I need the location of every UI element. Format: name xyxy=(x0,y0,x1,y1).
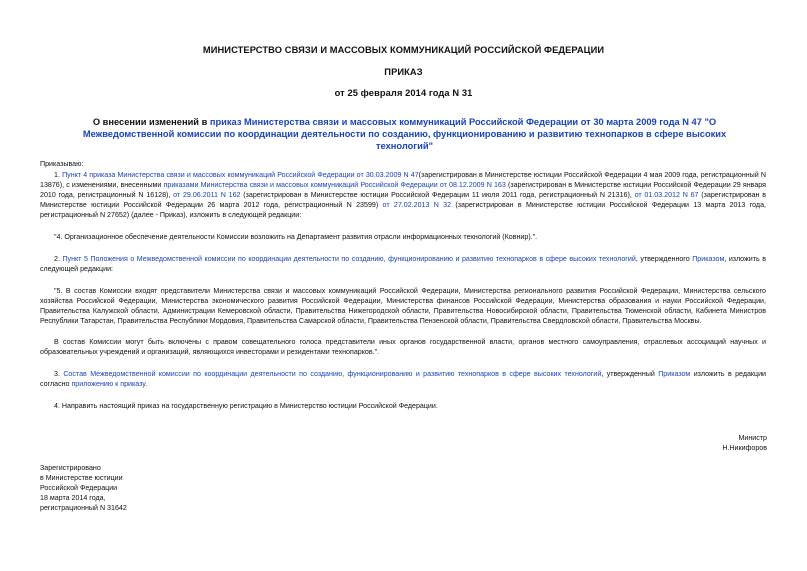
p1-link-order-163[interactable]: приказами Министерства связи и массовых коммуникаций Российской Федерации от 08.12.2009 N 163 xyxy=(163,181,506,189)
registration-line: Зарегистрировано xyxy=(40,464,101,472)
p2-number: 2. xyxy=(54,255,63,263)
paragraph-2 xyxy=(40,254,766,274)
p2-text-1: , утвержденного xyxy=(635,255,693,263)
quote-item-5b: В состав Комиссии могут быть включены с правом совещательного голоса представители иных органов государственной власти, органов местного самоуправления, отраслевых ассоциаций научных и образовательных учреждений и организаций, являющихся инвесторами и резидентами технопарков.". xyxy=(40,338,766,356)
p1-text-5: (зарегистрирован в Министерстве юстиции Российской Федерации 13 марта 2013 года, регистрационный N 27652) (далее - Приказ), изложить в следующей редакции: xyxy=(40,201,766,219)
ministry-heading: МИНИСТЕРСТВО СВЯЗИ И МАССОВЫХ КОММУНИКАЦИЙ РОССИЙСКОЙ ФЕДЕРАЦИИ xyxy=(202,45,605,55)
intro-text: Приказываю: xyxy=(40,160,84,168)
registration-block xyxy=(40,463,127,513)
registration-line: регистрационный N 31642 xyxy=(40,504,127,512)
p1-link-order-162[interactable]: от 29.06.2011 N 162 xyxy=(173,191,241,199)
p2-link-order[interactable]: Приказом xyxy=(692,255,725,263)
registration-line: в Министерстве юстиции xyxy=(40,474,123,482)
p1-text-3: (зарегистрирован в Министерстве юстиции Российской Федерации 11 июля 2011 года, регистрационный N 21316), xyxy=(240,191,635,199)
p3-number: 3. xyxy=(54,370,64,378)
paragraph-4: 4. Направить настоящий приказ на государственную регистрацию в Министерство юстиции Российской Федерации. xyxy=(54,402,438,410)
title-prefix: О внесении изменений в xyxy=(92,117,210,127)
p3-link-composition[interactable]: Состав Межведомственной комиссии по координации деятельности по созданию, функционированию и развитию технопарков в сфере высоких технологий xyxy=(63,370,602,378)
paragraph-1 xyxy=(40,170,766,220)
p3-link-order[interactable]: Приказом xyxy=(658,370,691,378)
registration-line: 18 марта 2014 года, xyxy=(40,494,106,502)
p2-link-regulation[interactable]: Пункт 5 Положения о Межведомственной комиссии по координации деятельности по созданию, функционированию и развитию технопарков в сфере высоких технологий xyxy=(62,255,636,263)
p1-text-1: (зарегистрирован в Министерстве юстиции Российской Федерации 4 мая 2009 года, регистрационный N 13876), с изменениями, внесенными xyxy=(40,171,766,189)
p3-text-1: , утвержденный xyxy=(601,370,659,378)
signature-block xyxy=(722,433,767,453)
title-order-link[interactable]: приказ Министерства связи и массовых коммуникаций Российской Федерации от 30 марта 2009 года N 47 "О Межведомственной комиссии по координации деятельности по созданию, функционированию и развитию технопарков в сфере высоких технологий" xyxy=(82,117,727,151)
p1-text-4: (зарегистрирован в Министерстве юстиции Российской Федерации 26 марта 2012 года, регистрационный N 23599) xyxy=(40,191,766,209)
p2-text-2: , изложить в следующей редакции: xyxy=(40,255,766,273)
p1-text-2: (зарегистрирован в Министерстве юстиции Российской Федерации 29 января 2010 года, регистрационный N 16128), xyxy=(40,181,766,199)
p3-link-appendix[interactable]: приложению к приказу xyxy=(71,380,146,388)
p3-text-2: изложить в редакции согласно xyxy=(40,370,767,388)
quote-item-5a: "5. В состав Комиссии входят представители Министерства связи и массовых коммуникаций Российской Федерации, Министерства регионального развития Российской Федерации, Министерства сельского хозяйства Российской Федерации, Министерства экономического развития Российской Федерации, Министерства финансов Российской Федерации, Министерства образования и науки Российской Федерации, Правительства Калужской области, Администрации Кемеровской области, Правительства Нижегородской области, Правительства Новосибирской области, Правительства Тюменской области, Кабинета Министров Республики Татарстан, Правительства Республики Мордовия, Правительства Самарской области, Правительства Пензенской области, Правительства Свердловской области, Правительства Москвы. xyxy=(40,287,766,325)
p1-link-order-32[interactable]: от 27.02.2013 N 32 xyxy=(382,201,452,209)
p1-link-order-47[interactable]: Пункт 4 приказа Министерства связи и массовых коммуникаций Российской Федерации от 30.03.2009 N 47 xyxy=(62,171,419,179)
doc-type-heading: ПРИКАЗ xyxy=(384,67,423,77)
doc-date-heading: от 25 февраля 2014 года N 31 xyxy=(334,88,473,98)
document-body xyxy=(40,159,766,411)
p1-number: 1. xyxy=(54,171,63,179)
signature-name: Н.Никифоров xyxy=(722,444,767,452)
paragraph-3 xyxy=(40,369,766,389)
document-title xyxy=(60,116,749,152)
p1-link-order-67[interactable]: от 01.03.2012 N 67 xyxy=(634,191,699,199)
signature-position: Министр xyxy=(738,434,767,442)
registration-line: Российской Федерации xyxy=(40,484,118,492)
quote-item-4: "4. Организационное обеспечение деятельности Комиссии возложить на Департамент развития отрасли информационных технологий (Ковнир).". xyxy=(54,233,538,241)
p3-text-3: . xyxy=(145,380,148,388)
